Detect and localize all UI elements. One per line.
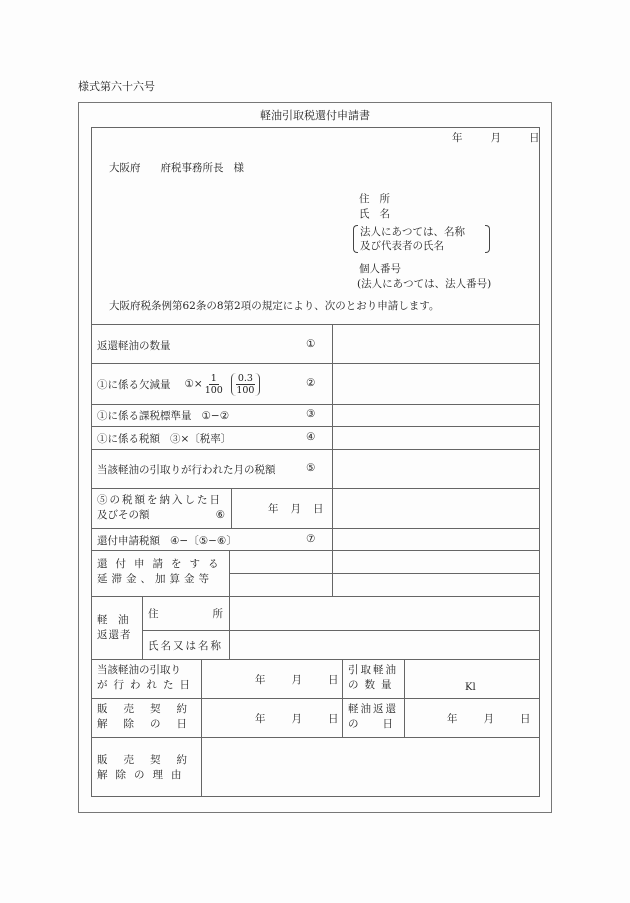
row8-field-c[interactable] [333, 551, 539, 573]
addressee [109, 160, 244, 175]
row2-mark: ② [306, 377, 316, 389]
date-day: 日 [529, 132, 540, 144]
row5-value-field[interactable] [333, 450, 539, 488]
right-bracket [485, 225, 490, 253]
table-hline [91, 698, 540, 699]
corp-note-1: 法人にあつては、名称 [360, 226, 465, 238]
row1-value-field[interactable] [333, 325, 539, 363]
applicant-name-label: 氏 名 [359, 208, 390, 220]
returner-group-label: 軽 油 返還者 [97, 614, 132, 641]
row3-mark: ③ [306, 408, 316, 420]
pickup-date-label: 当該軽油の引取り が行われた日 [97, 664, 196, 691]
row7-mark: ⑦ [306, 533, 316, 545]
row6-date[interactable]: 年 月 日 [268, 503, 324, 515]
row1-label: 返還軽油の数量 [97, 340, 171, 352]
cancel-reason-field[interactable] [202, 738, 539, 796]
form-title: 軽油引取税還付申請書 [260, 109, 370, 122]
row2-label: ①に係る欠減量 ①× $\frac{1}{100}$ $\frac{0.3}{100}$ [97, 369, 260, 399]
return-date-field[interactable]: 年 月 日 [447, 713, 531, 725]
date-year: 年 [452, 132, 463, 144]
row3-label: ①に係る課税標準量 ①−② [97, 410, 230, 422]
pickup-qty-unit: Kl [465, 682, 476, 693]
corp-number-note: (法人にあつては、法人番号) [357, 278, 492, 290]
cancel-reason-label: 販売契約 解除の理由 [97, 754, 203, 781]
cancel-date-label: 販売契約 解除の日 [97, 703, 203, 730]
addressee-office: 府税事務所長 [160, 162, 224, 174]
returner-name-field[interactable] [230, 631, 539, 659]
row8-field-b[interactable] [230, 574, 332, 596]
row6-mark: ⑥ [215, 509, 225, 521]
pickup-qty-label: 引取軽油 の数量 [348, 664, 398, 691]
row8-field-a[interactable] [230, 551, 332, 573]
row7-value-field[interactable] [333, 529, 539, 550]
returner-address-field[interactable] [230, 597, 539, 630]
cancel-date-field[interactable]: 年 月 日 [255, 713, 339, 725]
row4-mark: ④ [306, 431, 316, 443]
row8-label: 還付申請をする 延滞金、加算金等 [97, 558, 227, 585]
applicant-address-label: 住 所 [359, 193, 390, 205]
corp-note-2: 及び代表者の氏名 [360, 240, 444, 252]
row8-field-d[interactable] [333, 574, 539, 596]
row6-value-field[interactable] [333, 489, 539, 528]
row2-value-field[interactable] [333, 364, 539, 404]
row6-label: ⑤の税額を納入した日 及びその額 ⑥ [97, 494, 225, 521]
statement: 大阪府税条例第62条の8第2項の規定により、次のとおり申請します。 [109, 300, 440, 312]
row5-label: 当該軽油の引取りが行われた月の税額 [97, 464, 276, 476]
addressee-prefecture: 大阪府 [109, 162, 141, 174]
fraction-2: $\frac{0.3}{100}$ [231, 373, 260, 396]
date-month: 月 [490, 132, 501, 144]
row5-mark: ⑤ [306, 462, 316, 474]
returner-address-label: 住 所 [148, 608, 223, 620]
return-date-label: 軽油返還 の日 [348, 703, 417, 730]
row3-value-field[interactable] [333, 405, 539, 426]
table-vline [342, 659, 343, 737]
form-number: 様式第六十六号 [78, 80, 155, 93]
table-vline [231, 488, 232, 528]
header-date[interactable] [452, 130, 540, 145]
fraction-1: $\frac{1}{100}$ [204, 372, 223, 396]
row4-label: ①に係る税額 ③×〔税率〕 [97, 433, 232, 445]
row4-value-field[interactable] [333, 427, 539, 449]
pickup-date-field[interactable]: 年 月 日 [255, 674, 339, 686]
returner-name-label: 氏名又は名称 [148, 640, 223, 652]
personal-number-label: 個人番号 [359, 263, 401, 275]
row1-mark: ① [306, 338, 316, 350]
table-vline [142, 596, 143, 659]
addressee-honorific: 様 [233, 162, 244, 174]
row7-label: 還付申請税額 ④−〔⑤−⑥〕 [97, 535, 237, 547]
left-bracket [353, 225, 358, 253]
